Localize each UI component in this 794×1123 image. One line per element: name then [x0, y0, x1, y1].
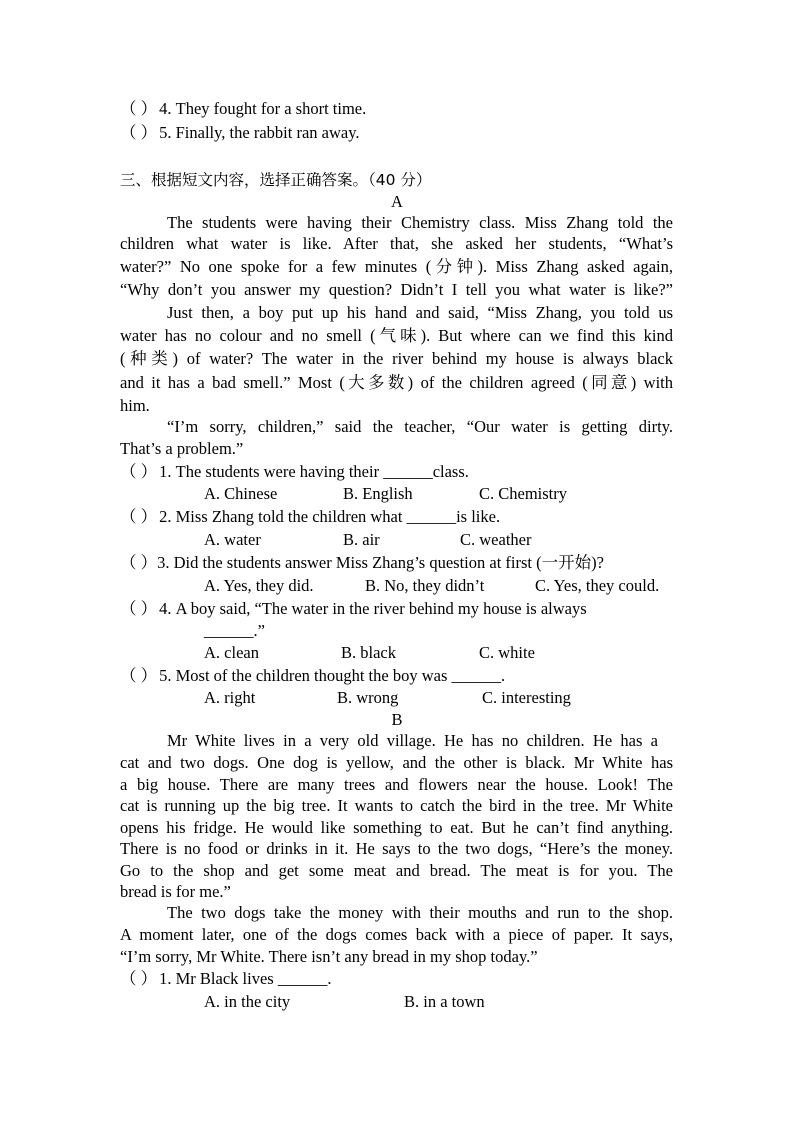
passage-b-line: opens his fridge. He would like something to eat. But he can’t find anything.: [120, 818, 673, 837]
passage-b-line: “I’m sorry, Mr White. There isn’t any bread in my shop today.”: [120, 947, 538, 966]
option-b: B. in a town: [404, 992, 485, 1011]
passage-b-line: cat and two dogs. One dog is yellow, and the other is black. Mr White has: [120, 753, 673, 772]
passage-b-line: Mr White lives in a very old village. He has no children. He has a: [167, 731, 658, 750]
question-a3: [120, 553, 604, 573]
question-a4: [120, 599, 587, 619]
option-c: C. weather: [460, 530, 532, 549]
option-c: C. interesting: [482, 688, 571, 707]
passage-a-line: children what water is like. After that, she asked her students, “What’s: [120, 234, 673, 253]
option-a: A. clean: [204, 643, 259, 662]
item-text: 4. They fought for a short time.: [159, 99, 367, 118]
option-a: A. Yes, they did.: [204, 576, 314, 595]
option-c: C. white: [479, 643, 535, 662]
passage-b-line: cat is running up the big tree. It wants to catch the bird in the tree. Mr White: [120, 796, 673, 815]
option-a: A. in the city: [204, 992, 291, 1011]
question-text: 2. Miss Zhang told the children what ______is like.: [159, 507, 501, 526]
passage-b-line: A moment later, one of the dogs comes back with a piece of paper. It says,: [120, 925, 673, 944]
option-b: B. No, they didn’t: [365, 576, 485, 595]
passage-b-line: Go to the shop and get some meat and bread. The meat is for you. The: [120, 861, 673, 880]
question-a5: [120, 666, 505, 686]
question-a2: [120, 507, 500, 527]
top-item-5: [120, 123, 360, 143]
question-a1: [120, 462, 469, 482]
item-text: 5. Finally, the rabbit ran away.: [159, 123, 360, 142]
top-item-4: [120, 99, 366, 119]
option-b: B. air: [343, 530, 380, 549]
passage-a-line: “I’m sorry, children,” said the teacher, “Our water is getting dirty.: [167, 417, 673, 436]
passage-a-line: The students were having their Chemistry class. Miss Zhang told the: [167, 213, 673, 232]
passage-a-line: water?” No one spoke for a few minutes (分钟). Miss Zhang asked again,: [120, 257, 673, 276]
option-c: C. Yes, they could.: [535, 576, 660, 595]
option-a: A. right: [204, 688, 256, 707]
question-text: 1. Mr Black lives ______.: [159, 969, 332, 988]
passage-a-line: “Why don’t you answer my question? Didn’t I tell you what water is like?”: [120, 280, 673, 299]
question-a4-continuation: ______.”: [204, 621, 265, 640]
question-text: 4. A boy said, “The water in the river behind my house is always: [159, 599, 587, 618]
question-b1: [120, 969, 331, 989]
question-text: 1. The students were having their ______class.: [159, 462, 469, 481]
question-text: 5. Most of the children thought the boy was ______.: [159, 666, 506, 685]
option-b: B. English: [343, 484, 413, 503]
passage-b-label: B: [391, 710, 403, 729]
answer-blank: （ ）: [120, 462, 158, 481]
option-b: B. black: [341, 643, 396, 662]
passage-b-line: The two dogs take the money with their mouths and run to the shop.: [167, 903, 673, 922]
option-a: A. water: [204, 530, 261, 549]
answer-blank: （ ）: [120, 507, 158, 526]
answer-blank: （ ）: [120, 123, 158, 142]
option-a: A. Chinese: [204, 484, 278, 503]
passage-a-line: him.: [120, 396, 150, 415]
passage-b-line: a big house. There are many trees and flowers near the house. Look! The: [120, 775, 673, 794]
passage-a-line: and it has a bad smell.” Most (大多数) of the children agreed (同意) with: [120, 373, 673, 392]
passage-a-line: That’s a problem.”: [120, 439, 244, 458]
passage-a-label: A: [391, 192, 403, 211]
passage-a-line: (种类) of water? The water in the river behind my house is always black: [120, 349, 673, 368]
question-text: 3. Did the students answer Miss Zhang’s question at first (一开始)?: [157, 553, 604, 572]
passage-b-line: There is no food or drinks in it. He says to the two dogs, “Here’s the money.: [120, 839, 673, 858]
passage-b-line: bread is for me.”: [120, 882, 231, 901]
section-heading: 三、根据短文内容，选择正确答案。（40 分）: [120, 171, 432, 189]
answer-blank: （ ）: [120, 99, 158, 118]
answer-blank: （ ）: [120, 666, 158, 685]
option-c: C. Chemistry: [479, 484, 568, 503]
answer-blank: （ ）: [120, 969, 158, 988]
answer-blank: （ ）: [120, 599, 158, 618]
answer-blank: （ ）: [120, 553, 158, 572]
passage-a-line: water has no colour and no smell (气味). But where can we find this kind: [120, 326, 673, 345]
passage-a-line: Just then, a boy put up his hand and said, “Miss Zhang, you told us: [167, 303, 673, 322]
option-b: B. wrong: [337, 688, 399, 707]
